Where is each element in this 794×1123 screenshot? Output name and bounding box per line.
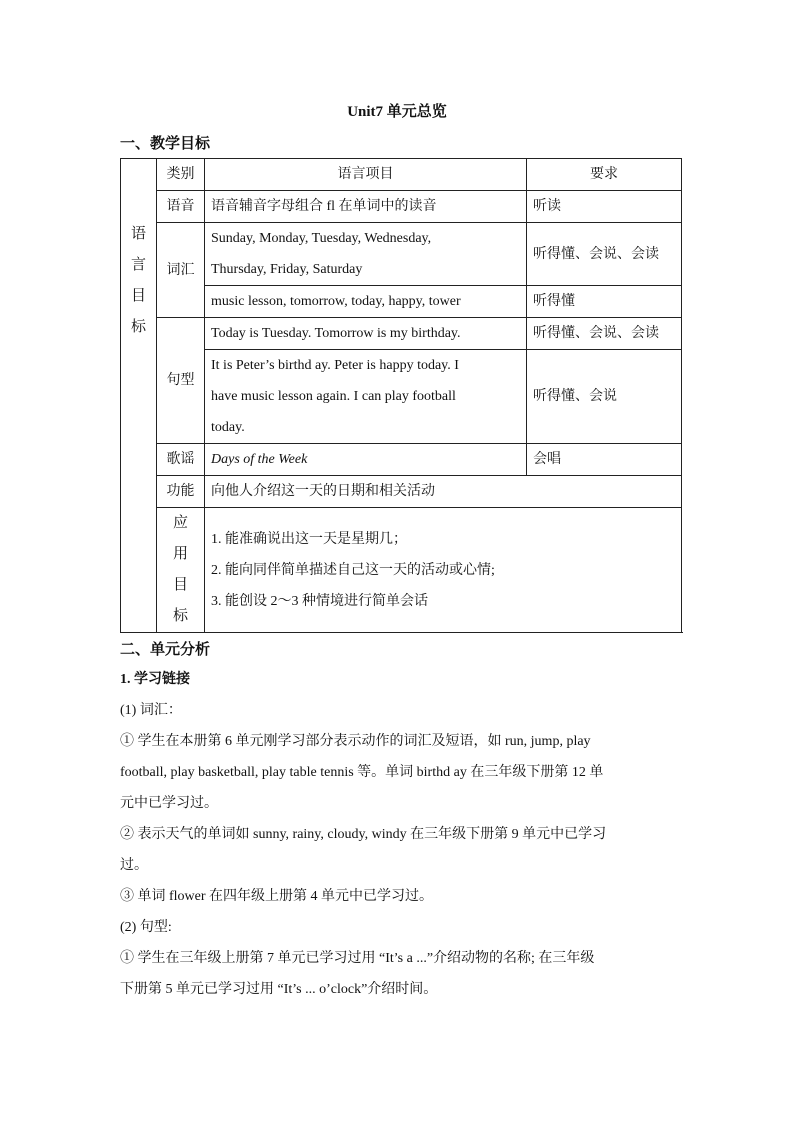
header-requirement: 要求 (527, 159, 682, 191)
list-item: 2. 能向同伴简单描述自己这一天的活动或心情; (211, 562, 495, 578)
subheading-learning-links: 1. 学习链接 (120, 672, 190, 687)
category-sentences: 句型 (157, 318, 205, 444)
table-row (121, 318, 682, 350)
objectives-table (120, 158, 682, 633)
subheading-vocabulary: (1) 词汇： (120, 703, 182, 718)
paragraph-line: ① 学生在三年级上册第 7 单元已学习过用 “It’s a ...”介绍动物的名称; 在三年级 (120, 951, 595, 966)
category-phonics: 语音 (157, 191, 205, 223)
paragraph-line: 下册第 5 单元已学习过用 “It’s ... o’clock”介绍时间。 (120, 982, 438, 997)
item-vocabulary-days: Sunday, Monday, Tuesday, Wednesday, Thursday, Friday, Saturday (205, 223, 527, 286)
application-goals-label: 应 用 目 标 (157, 508, 205, 633)
language-goals-label: 语 言 目 标 (121, 159, 157, 633)
table-row (121, 476, 682, 508)
requirement-phonics: 听读 (527, 191, 682, 223)
table-row (121, 350, 682, 444)
table-row (121, 223, 682, 286)
paragraph-line: ① 学生在本册第 6 单元刚学习部分表示动作的词汇及短语，如 run, jump, play (120, 734, 591, 749)
table-row (121, 444, 682, 476)
subheading-sentences: (2) 句型: (120, 920, 172, 935)
application-goals-list (205, 508, 682, 633)
category-song: 歌谣 (157, 444, 205, 476)
item-sentence-1: Today is Tuesday. Tomorrow is my birthday. (205, 318, 527, 350)
analysis-body (120, 664, 680, 1005)
paragraph-line: 过。 (120, 858, 148, 873)
table-row (121, 286, 682, 318)
list-item: 3. 能创设 2～3 种情境进行简单会话 (211, 593, 428, 609)
requirement-sentence-1: 听得懂、会说、会读 (527, 318, 682, 350)
table-row (121, 508, 682, 633)
item-phonics: 语音辅音字母组合 fl 在单词中的读音 (205, 191, 527, 223)
section-heading-teaching-goals: 一、教学目标 (120, 136, 211, 152)
item-sentence-2: It is Peter’s birthd ay. Peter is happy today. I have music lesson again. I can play football today. (205, 350, 527, 444)
table-row (121, 191, 682, 223)
item-vocabulary-words: music lesson, tomorrow, today, happy, tower (205, 286, 527, 318)
section-heading-unit-analysis: 二、单元分析 (120, 642, 211, 658)
table-row (121, 159, 682, 191)
requirement-sentence-2: 听得懂、会说 (527, 350, 682, 444)
requirement-song: 会唱 (527, 444, 682, 476)
header-item: 语言项目 (205, 159, 527, 191)
header-category: 类别 (157, 159, 205, 191)
paragraph-line: 元中已学习过。 (120, 796, 218, 811)
paragraph-line: ② 表示天气的单词如 sunny, rainy, cloudy, windy 在三年级下册第 9 单元中已学习 (120, 827, 607, 842)
category-function: 功能 (157, 476, 205, 508)
item-song: Days of the Week (205, 444, 527, 476)
requirement-vocabulary-words: 听得懂 (527, 286, 682, 318)
paragraph-line: football, play basketball, play table tennis 等。单词 birthd ay 在三年级下册第 12 单 (120, 765, 604, 780)
list-item: 1. 能准确说出这一天是星期几； (211, 531, 407, 547)
page-title: Unit7 单元总览 (347, 104, 447, 120)
item-function: 向他人介绍这一天的日期和相关活动 (205, 476, 682, 508)
category-vocabulary: 词汇 (157, 223, 205, 318)
paragraph-line: ③ 单词 flower 在四年级上册第 4 单元中已学习过。 (120, 889, 434, 904)
requirement-vocabulary-days: 听得懂、会说、会读 (527, 223, 682, 286)
